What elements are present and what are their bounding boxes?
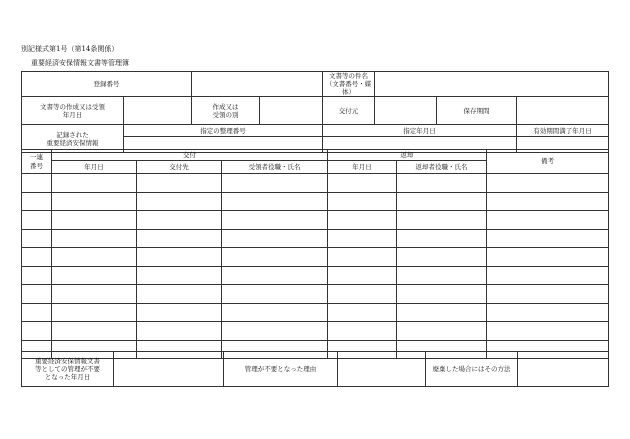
table-row [22,229,609,248]
registration-number-cell[interactable] [192,72,323,97]
document-name-cell[interactable] [375,72,609,97]
return-date-cell[interactable] [328,211,397,230]
issue-date-cell[interactable] [52,322,137,341]
issue-to-cell[interactable] [137,211,222,230]
created-received-date-cell[interactable] [124,97,192,125]
table-row [22,248,609,267]
return-date-cell[interactable] [328,285,397,304]
receiver-cell[interactable] [222,248,328,267]
created-or-received-label-line2: 受領の別 [212,110,239,119]
issuer-cell[interactable] [375,97,437,125]
table-row [22,211,609,230]
no-longer-needed-label-line2: 等としての管理が不要 [35,364,100,373]
return-date-cell[interactable] [328,174,397,193]
table-row [22,266,609,285]
issue-to-cell[interactable] [137,303,222,322]
reason-no-longer-needed-label: 管理が不要となった理由 [224,352,338,387]
remarks-cell[interactable] [487,229,609,248]
receiver-cell[interactable] [222,303,328,322]
issue-return-table [21,149,609,359]
receiver-header: 受領者役職・氏名 [222,161,328,174]
no-longer-needed-date-label [22,352,114,387]
created-received-date-label-line1: 文書等の作成又は受領 [40,102,105,111]
serial-number-cell[interactable] [22,174,52,193]
remarks-cell[interactable] [487,266,609,285]
returner-cell[interactable] [397,303,487,322]
issue-group-header: 交付 [52,150,328,161]
serial-number-header [22,150,52,174]
return-date-cell[interactable] [328,322,397,341]
serial-number-cell[interactable] [22,248,52,267]
no-longer-needed-label-line1: 重要経済安保情報文書 [35,356,100,365]
receiver-cell[interactable] [222,322,328,341]
issue-to-cell[interactable] [137,192,222,211]
receiver-cell[interactable] [222,174,328,193]
form-title: 重要経済安保情報文書等管理簿 [31,59,129,67]
document-name-label-line2: （文書番号・媒体） [325,80,372,97]
serial-number-cell[interactable] [22,285,52,304]
serial-number-cell[interactable] [22,229,52,248]
retention-period-label: 保存期間 [437,97,517,125]
issue-to-cell[interactable] [137,285,222,304]
table-body [22,174,609,359]
designation-date-label: 指定年月日 [323,125,517,137]
returner-cell[interactable] [397,266,487,285]
serial-number-cell[interactable] [22,211,52,230]
receiver-cell[interactable] [222,266,328,285]
returner-cell[interactable] [397,174,487,193]
returner-cell[interactable] [397,285,487,304]
receiver-cell[interactable] [222,229,328,248]
disposal-method-cell[interactable] [518,352,609,387]
remarks-cell[interactable] [487,211,609,230]
issue-date-cell[interactable] [52,229,137,248]
issue-to-cell[interactable] [137,322,222,341]
retention-period-cell[interactable] [517,97,609,125]
returner-cell[interactable] [397,211,487,230]
created-or-received-label-line1: 作成又は [212,102,239,111]
remarks-cell[interactable] [487,174,609,193]
expiry-date-label: 有効期間満了年月日 [517,125,609,137]
issue-date-cell[interactable] [52,211,137,230]
disposal-table [21,351,609,387]
created-or-received-label [192,97,260,125]
serial-number-cell[interactable] [22,303,52,322]
table-row [22,303,609,322]
issue-date-cell[interactable] [52,303,137,322]
serial-number-cell[interactable] [22,266,52,285]
issue-date-cell[interactable] [52,248,137,267]
issue-to-cell[interactable] [137,174,222,193]
no-longer-needed-date-cell[interactable] [114,352,224,387]
registration-number-label: 登録番号 [22,72,192,97]
returner-cell[interactable] [397,229,487,248]
table-row [22,285,609,304]
serial-number-cell[interactable] [22,322,52,341]
remarks-cell[interactable] [487,248,609,267]
designation-control-no-label: 指定の整理番号 [124,125,323,137]
disposal-method-label: 廃棄した場合にはその方法 [426,352,518,387]
no-longer-needed-label-line3: となった年月日 [44,373,91,382]
return-date-header: 年月日 [328,161,397,174]
reason-no-longer-needed-cell[interactable] [338,352,426,387]
recorded-info-label-line2: 重要経済安保情報 [46,138,99,147]
table-row [22,322,609,341]
document-name-label [323,72,375,97]
returner-header: 返却者役職・氏名 [397,161,487,174]
returner-cell[interactable] [397,322,487,341]
returner-cell[interactable] [397,248,487,267]
serial-number-header-line1: 一連 [30,153,43,162]
issue-date-cell[interactable] [52,174,137,193]
recorded-info-label-line1: 記録された [56,130,89,139]
return-group-header: 返却 [328,150,487,161]
receiver-cell[interactable] [222,285,328,304]
remarks-cell[interactable] [487,303,609,322]
table-row [22,174,609,193]
serial-number-cell[interactable] [22,192,52,211]
issue-to-cell[interactable] [137,248,222,267]
issuer-label: 交付元 [323,97,375,125]
serial-number-header-line2: 番号 [30,161,43,170]
document-name-label-line1: 文書等の件名 [329,72,368,80]
return-date-cell[interactable] [328,192,397,211]
form-number: 別記様式第1号（第14条関係） [21,45,119,53]
table-row [22,192,609,211]
receiver-cell[interactable] [222,211,328,230]
created-received-date-label-line2: 年月日 [62,110,83,119]
issue-to-cell[interactable] [137,229,222,248]
return-date-cell[interactable] [328,248,397,267]
remarks-cell[interactable] [487,285,609,304]
issue-date-cell[interactable] [52,285,137,304]
remarks-header: 備考 [487,150,609,174]
issue-date-header: 年月日 [52,161,137,174]
return-date-cell[interactable] [328,303,397,322]
issue-to-header: 交付先 [137,161,222,174]
receiver-cell[interactable] [222,192,328,211]
created-received-date-label [22,97,124,125]
issue-to-cell[interactable] [137,266,222,285]
issue-date-cell[interactable] [52,192,137,211]
remarks-cell[interactable] [487,192,609,211]
return-date-cell[interactable] [328,229,397,248]
issue-date-cell[interactable] [52,266,137,285]
remarks-cell[interactable] [487,322,609,341]
return-date-cell[interactable] [328,266,397,285]
created-or-received-cell[interactable] [260,97,323,125]
document-info-table [21,71,609,153]
returner-cell[interactable] [397,192,487,211]
